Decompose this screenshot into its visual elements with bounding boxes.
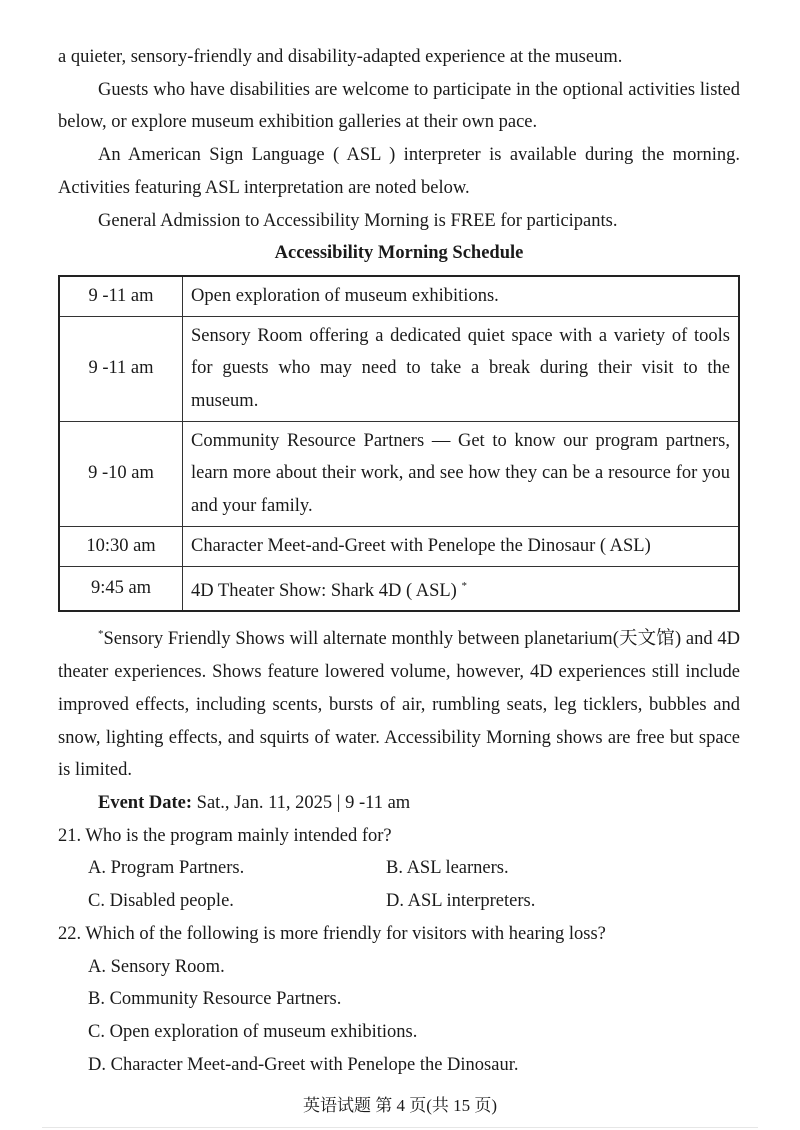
exam-page <box>58 41 740 1081</box>
question-22-stem: 22. Which of the following is more friendly for visitors with hearing loss? <box>58 923 606 944</box>
intro-paragraph: General Admission to Accessibility Morning is FREE for participants. <box>98 210 618 231</box>
option-d: D. Character Meet-and-Greet with Penelope the Dinosaur. <box>88 1054 519 1075</box>
footnote-text: Sensory Friendly Shows will alternate monthly between planetarium(天文馆) and 4D theater experiences. Shows feature lowered volume, however, 4D experiences still include improved effects, including scents, bursts of air, rumbling seats, leg ticklers, bubbles and snow, lighting effects, and squirts of water. Accessibility Morning shows are free but space is limited. <box>58 629 740 781</box>
table-row <box>59 316 739 421</box>
option-a: A. Program Partners. <box>88 858 245 879</box>
question-21-options-row <box>58 852 740 885</box>
time-cell: 9:45 am <box>59 566 183 611</box>
table-row <box>59 566 739 611</box>
question-21-options-row <box>58 885 740 918</box>
schedule-title: Accessibility Morning Schedule <box>274 243 524 264</box>
option-b: B. ASL learners. <box>386 858 509 879</box>
table-row <box>59 526 739 566</box>
bottom-divider <box>42 1127 758 1128</box>
desc-text: 4D Theater Show: Shark 4D ( ASL) <box>191 580 462 601</box>
footnote-mark: * <box>98 628 104 641</box>
desc-cell: Open exploration of museum exhibitions. <box>183 276 740 316</box>
option-b: B. Community Resource Partners. <box>88 989 342 1010</box>
time-cell: 9 -10 am <box>59 421 183 526</box>
time-cell: 10:30 am <box>59 526 183 566</box>
schedule-table <box>58 275 740 612</box>
event-date-label: Event Date: <box>98 793 193 814</box>
time-cell: 9 -11 am <box>59 316 183 421</box>
desc-cell: Sensory Room offering a dedicated quiet space with a variety of tools for guests who may need to take a break during their visit to the museum. <box>183 316 740 421</box>
table-row <box>59 276 739 316</box>
option-d: D. ASL interpreters. <box>386 891 536 912</box>
time-cell: 9 -11 am <box>59 276 183 316</box>
desc-cell <box>183 566 740 611</box>
event-date-value: Sat., Jan. 11, 2025 | 9 -11 am <box>192 793 411 814</box>
event-date <box>58 787 740 820</box>
intro-paragraph: Guests who have disabilities are welcome to participate in the optional activities listed below, or explore museum exhibition galleries at their own pace. <box>58 79 740 133</box>
option-c: C. Disabled people. <box>88 891 234 912</box>
option-a: A. Sensory Room. <box>88 956 225 977</box>
footnote-mark: * <box>461 579 467 592</box>
footnote <box>58 618 740 787</box>
desc-cell: Community Resource Partners — Get to know our program partners, learn more about their work, and see how they can be a resource for you and your family. <box>183 421 740 526</box>
page-footer: 英语试题 第 4 页(共 15 页) <box>302 1096 498 1115</box>
desc-cell: Character Meet-and-Greet with Penelope the Dinosaur ( ASL) <box>183 526 740 566</box>
option-c: C. Open exploration of museum exhibitions. <box>88 1022 418 1042</box>
intro-paragraph: An American Sign Language ( ASL ) interpreter is available during the morning. Activities featuring ASL interpretation are noted below. <box>58 145 740 198</box>
intro-line: a quieter, sensory-friendly and disability-adapted experience at the museum. <box>58 47 623 67</box>
question-21-stem: 21. Who is the program mainly intended for? <box>58 825 392 846</box>
table-row <box>59 421 739 526</box>
